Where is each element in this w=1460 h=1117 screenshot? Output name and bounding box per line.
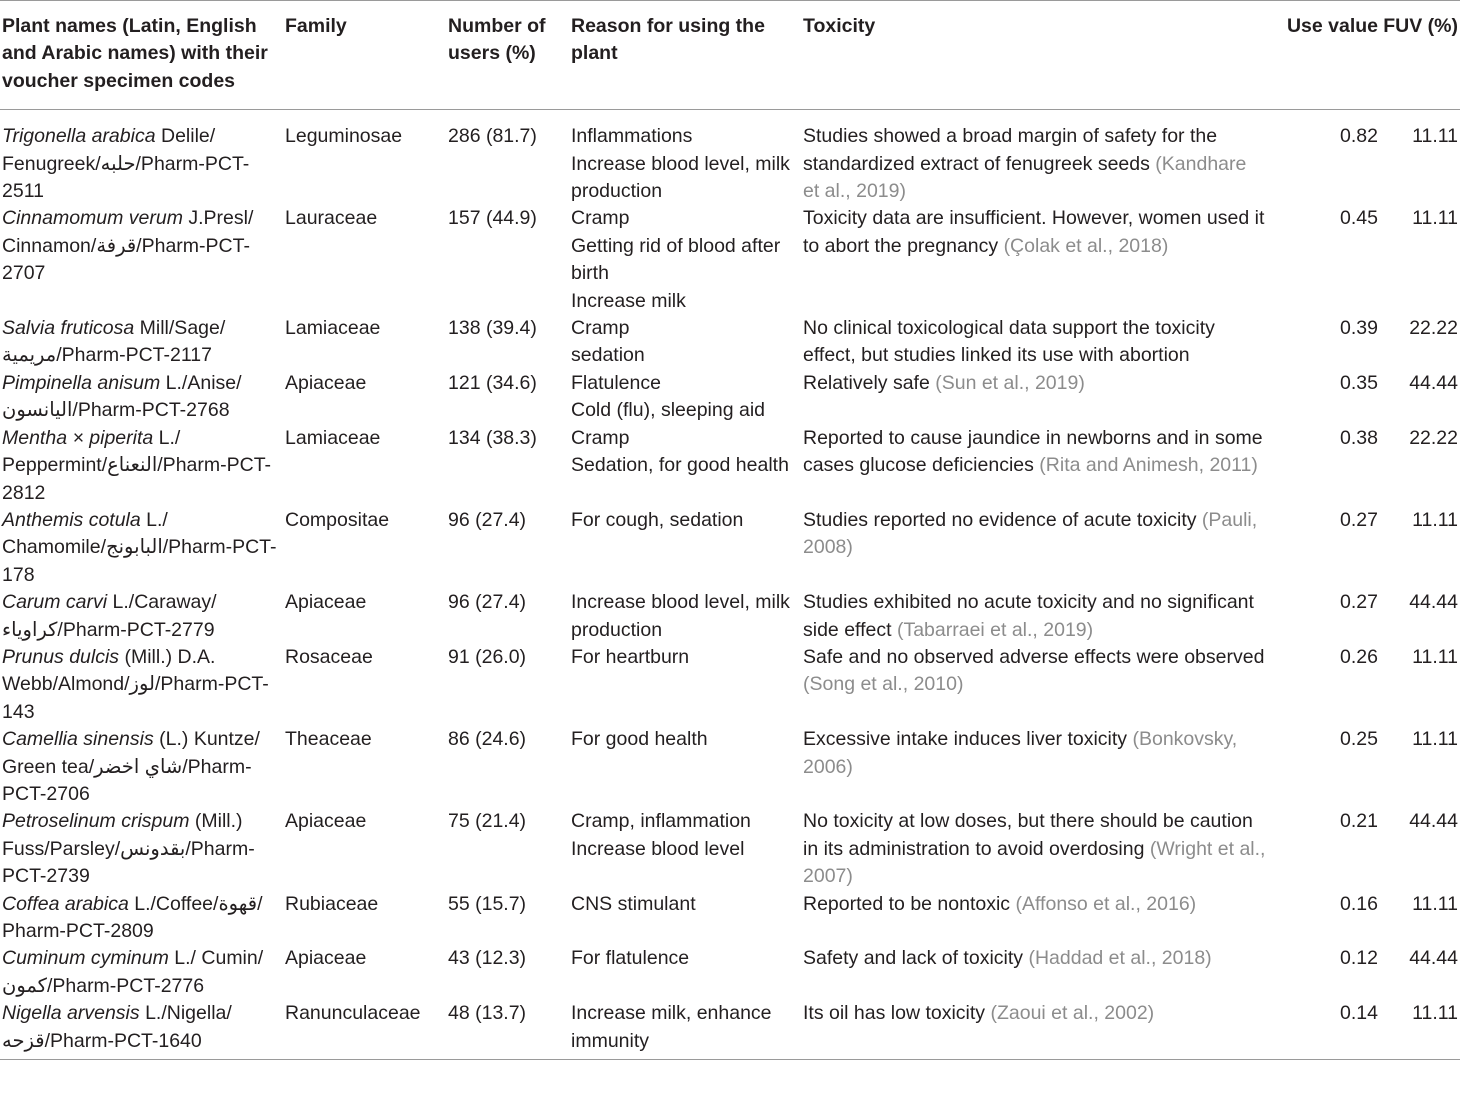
toxicity-cell [801,370,1273,425]
family-cell: Compositae [285,508,390,531]
toxicity-reference: (Wright et al., 2007) [803,837,1266,888]
users-cell: 286 (81.7) [448,125,537,148]
reason-line: Cramp [571,207,630,230]
users-cell: 91 (26.0) [448,645,527,668]
toxicity-cell [801,891,1273,946]
plant-name-cell [0,644,283,726]
use-value-cell: 0.45 [1340,207,1378,230]
table-body [0,110,1460,1060]
toxicity-text: Toxicity data are insufficient. However, women used it to abort the pregnancy [803,207,1265,257]
plant-name-cell [0,1000,283,1059]
plant-name-cell [0,315,283,370]
plant-latin-name: Trigonella arabica [2,125,156,148]
plant-name-cell [0,507,283,589]
table-row [0,1000,1460,1059]
reason-cell [569,1000,801,1059]
table-row [0,507,1460,589]
reason-cell [569,589,801,644]
plant-name-cell [0,891,283,946]
use-value-cell: 0.14 [1340,1002,1378,1025]
plant-common-names: L./ Peppermint/النعناع/Pharm-PCT-2812 [2,426,272,504]
reason-cell [569,726,801,808]
plant-latin-name: Pimpinella anisum [2,371,161,394]
fuv-cell: 11.11 [1412,892,1458,915]
toxicity-cell [801,808,1273,890]
fuv-cell: 11.11 [1412,728,1458,751]
reason-cell [569,891,801,946]
fuv-cell: 11.11 [1412,125,1458,148]
plant-common-names: L./Nigella/ قزحه/Pharm-PCT-1640 [2,1002,232,1052]
header-reason: Reason for using the plant [571,15,765,65]
toxicity-text: Reported to cause jaundice in newborns and in some cases glucose deficiencies [803,426,1263,477]
toxicity-cell [801,945,1273,1000]
plant-latin-name: Cuminum cyminum [2,947,169,970]
use-value-cell: 0.21 [1340,810,1378,833]
users-cell: 157 (44.9) [448,207,537,230]
reason-line: Cramp [571,426,630,449]
plant-latin-name: Petroselinum crispum [2,810,190,833]
reason-line: For flatulence [571,947,690,970]
toxicity-text: Relatively safe [803,371,936,394]
plant-name-cell [0,370,283,425]
fuv-cell: 22.22 [1409,426,1458,449]
reason-cell [569,315,801,370]
toxicity-cell [801,507,1273,589]
users-cell: 121 (34.6) [448,371,537,394]
header-use-value: Use value [1286,15,1378,37]
plant-latin-name: Carum carvi [2,591,108,614]
table-row [0,589,1460,644]
plant-name-cell [0,110,283,206]
reason-cell [569,507,801,589]
reason-line: Increase blood level [571,837,745,860]
plant-name-cell [0,726,283,808]
toxicity-reference: (Tabarraei et al., 2019) [896,618,1094,641]
family-cell: Rosaceae [285,645,373,668]
reason-cell [569,808,801,890]
use-value-cell: 0.27 [1340,591,1378,614]
reason-line: Increase blood level, milk production [571,591,790,641]
header-number-of-users: Number of users (%) [448,15,546,65]
plant-latin-name: Salvia fruticosa [2,317,135,340]
toxicity-cell [801,110,1273,206]
plant-common-names: Mill/Sage/ مريمية/Pharm-PCT-2117 [2,317,226,367]
fuv-cell: 11.11 [1412,508,1458,531]
reason-line: Increase milk, enhance immunity [571,1002,772,1052]
toxicity-reference: (Affonso et al., 2016) [1015,892,1197,915]
plant-common-names: (Mill.) Fuss/Parsley/بقدونس/Pharm-PCT-2739 [2,810,255,888]
plant-latin-name: Prunus dulcis [2,645,120,668]
reason-cell [569,205,801,315]
toxicity-reference: (Pauli, 2008) [803,508,1258,559]
plant-latin-name: Cinnamomum verum [2,207,183,230]
plant-common-names: L./ Chamomile/البابونج/Pharm-PCT-178 [2,508,277,586]
reason-line: For good health [571,728,708,751]
fuv-cell: 44.44 [1409,371,1458,394]
family-cell: Lamiaceae [285,317,381,340]
table-row [0,110,1460,206]
use-value-cell: 0.26 [1340,645,1378,668]
toxicity-cell [801,644,1273,726]
header-plant-names: Plant names (Latin, English and Arabic names) with their voucher specimen codes [2,15,268,92]
users-cell: 96 (27.4) [448,508,527,531]
toxicity-text: Studies reported no evidence of acute toxicity [803,508,1202,531]
family-cell: Apiaceae [285,591,367,614]
reason-line: Cramp [571,317,630,340]
toxicity-reference: (Zaoui et al., 2002) [990,1002,1155,1025]
plant-common-names: Delile/ Fenugreek/حلبه/Pharm-PCT-2511 [2,125,250,203]
users-cell: 86 (24.6) [448,728,527,751]
toxicity-reference: (Kandhare et al., 2019) [803,152,1247,203]
toxicity-cell [801,315,1273,370]
plant-name-cell [0,589,283,644]
users-cell: 134 (38.3) [448,426,537,449]
toxicity-reference: (Rita and Animesh, 2011) [1039,454,1258,477]
toxicity-reference: (Song et al., 2010) [803,673,964,696]
toxicity-reference: (Çolak et al., 2018) [1003,234,1169,257]
plant-latin-name: Coffea arabica [2,892,129,915]
fuv-cell: 44.44 [1409,591,1458,614]
plant-common-names: (L.) Kuntze/ Green tea/شاي اخضر/Pharm-PCT-2706 [2,728,260,805]
family-cell: Apiaceae [285,371,367,394]
family-cell: Ranunculaceae [285,1002,421,1025]
toxicity-text: Excessive intake induces liver toxicity [803,728,1133,751]
family-cell: Rubiaceae [285,892,379,915]
reason-cell [569,945,801,1000]
toxicity-text: Reported to be nontoxic [803,892,1016,915]
table-row [0,205,1460,315]
toxicity-cell [801,1000,1273,1059]
family-cell: Theaceae [285,728,372,751]
use-value-cell: 0.82 [1340,125,1378,148]
table-header-row [0,1,1460,110]
plant-common-names: L./Anise/ اليانسون/Pharm-PCT-2768 [2,371,242,422]
plant-latin-name: Anthemis cotula [2,508,141,531]
reason-line: Getting rid of blood after birth [571,234,781,285]
fuv-cell: 44.44 [1409,947,1458,970]
family-cell: Apiaceae [285,947,367,970]
table-row [0,726,1460,808]
users-cell: 96 (27.4) [448,591,527,614]
reason-line: For heartburn [571,645,690,668]
reason-line: CNS stimulant [571,892,696,915]
toxicity-text: Safe and no observed adverse effects were observed [803,645,1265,668]
family-cell: Lauraceae [285,207,378,230]
users-cell: 48 (13.7) [448,1002,527,1025]
reason-line: Increase blood level, milk production [571,152,790,203]
table-row [0,315,1460,370]
table-row [0,808,1460,890]
toxicity-cell [801,589,1273,644]
family-cell: Leguminosae [285,125,403,148]
users-cell: 43 (12.3) [448,947,527,970]
toxicity-text: Its oil has low toxicity [803,1002,991,1025]
toxicity-cell [801,425,1273,507]
reason-cell [569,110,801,206]
fuv-cell: 11.11 [1412,645,1458,668]
reason-cell [569,644,801,726]
toxicity-cell [801,205,1273,315]
reason-line: sedation [571,344,645,367]
toxicity-reference: (Bonkovsky, 2006) [803,728,1238,778]
users-cell: 138 (39.4) [448,317,537,340]
reason-line: Flatulence [571,371,661,394]
header-family: Family [285,15,347,37]
toxicity-reference: (Sun et al., 2019) [935,371,1085,394]
use-value-cell: 0.38 [1340,426,1378,449]
header-fuv: FUV (%) [1383,15,1458,37]
table-row [0,425,1460,507]
use-value-cell: 0.12 [1340,947,1378,970]
toxicity-cell [801,726,1273,808]
plant-common-names: L./ Cumin/كمون/Pharm-PCT-2776 [2,947,264,997]
toxicity-text: Studies exhibited no acute toxicity and no significant side effect [803,591,1254,641]
users-cell: 55 (15.7) [448,892,527,915]
plant-latin-name: Camellia sinensis [2,728,154,751]
use-value-cell: 0.35 [1340,371,1378,394]
use-value-cell: 0.16 [1340,892,1378,915]
family-cell: Lamiaceae [285,426,381,449]
family-cell: Apiaceae [285,810,367,833]
plant-common-names: (Mill.) D.A. Webb/Almond/لوز/Pharm-PCT-143 [2,645,269,723]
reason-cell [569,425,801,507]
table-row [0,644,1460,726]
use-value-cell: 0.25 [1340,728,1378,751]
fuv-cell: 22.22 [1409,317,1458,340]
fuv-cell: 44.44 [1409,810,1458,833]
plant-name-cell [0,425,283,507]
reason-line: Cramp, inflammation [571,810,751,833]
plant-common-names: L./Coffee/قهوة/ Pharm-PCT-2809 [2,892,263,942]
reason-line: Sedation, for good health [571,454,789,477]
plant-latin-name: Nigella arvensis [2,1002,140,1025]
toxicity-text: No toxicity at low doses, but there should be caution in its administration to avoid overdosing [803,810,1253,860]
toxicity-text: Studies showed a broad margin of safety for the standardized extract of fenugreek seeds [803,125,1218,175]
header-toxicity: Toxicity [803,15,876,37]
plant-name-cell [0,205,283,315]
reason-line: Cold (flu), sleeping aid [571,399,766,422]
plant-name-cell [0,945,283,1000]
reason-line: Inflammations [571,125,693,148]
toxicity-text: No clinical toxicological data support the toxicity effect, but studies linked its use with abortion [803,317,1215,367]
plant-common-names: J.Presl/ Cinnamon/قرفة/Pharm-PCT-2707 [2,207,254,285]
plant-latin-name: Mentha × piperita [2,426,154,449]
fuv-cell: 11.11 [1412,1002,1458,1025]
toxicity-reference: (Haddad et al., 2018) [1028,947,1212,970]
fuv-cell: 11.11 [1412,207,1458,230]
users-cell: 75 (21.4) [448,810,527,833]
table-row [0,891,1460,946]
plant-common-names: L./Caraway/ كراوياء/Pharm-PCT-2779 [2,591,217,641]
table-row [0,370,1460,425]
reason-cell [569,370,801,425]
toxicity-text: Safety and lack of toxicity [803,947,1029,970]
plant-name-cell [0,808,283,890]
use-value-cell: 0.27 [1340,508,1378,531]
use-value-cell: 0.39 [1340,317,1378,340]
reason-line: Increase milk [571,289,686,312]
table-row [0,945,1460,1000]
reason-line: For cough, sedation [571,508,744,531]
